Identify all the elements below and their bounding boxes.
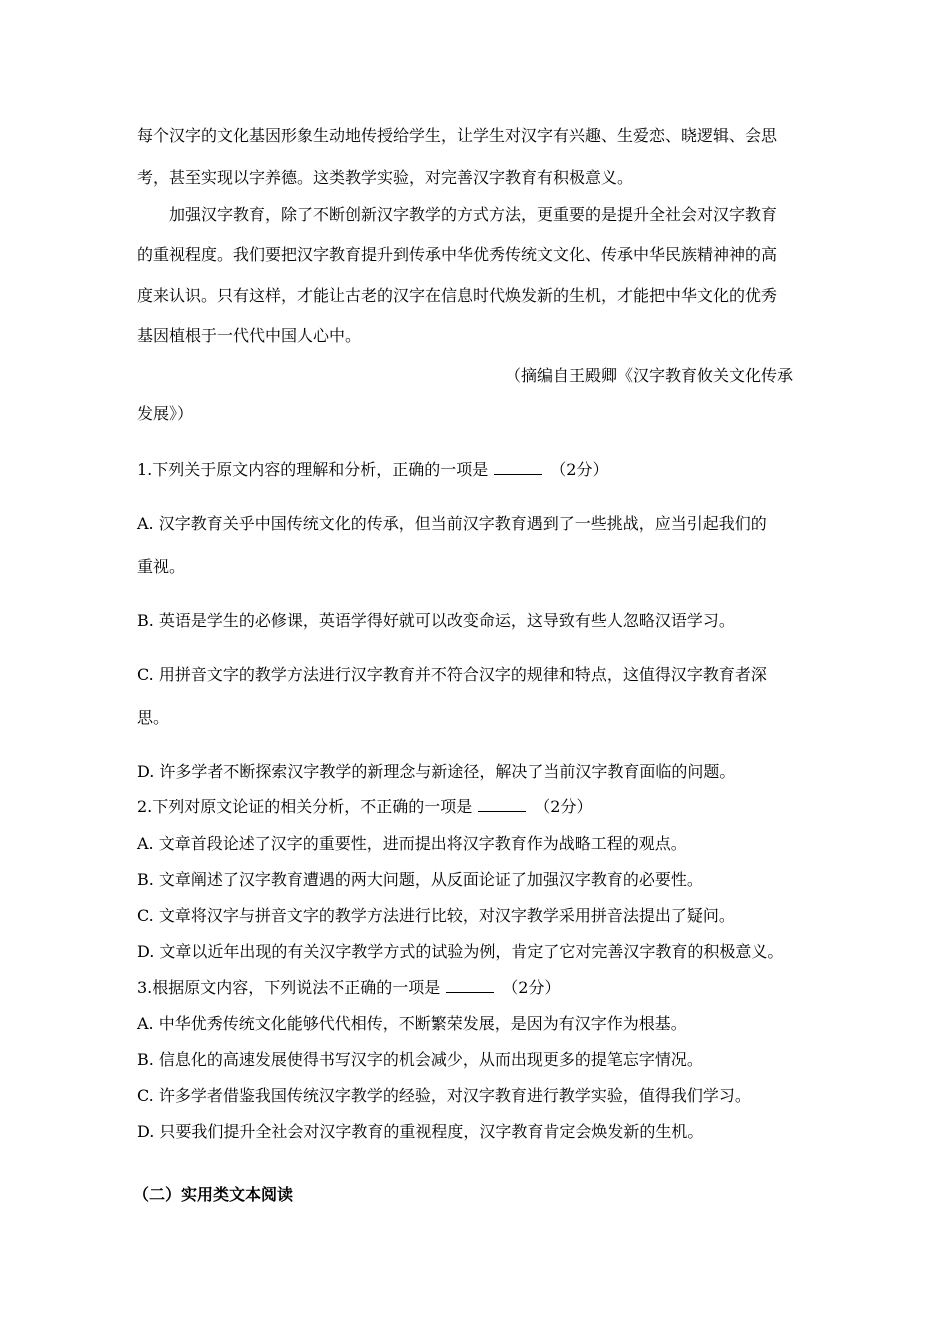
question-1-option-a-line-1: A. 汉字教育关乎中国传统文化的传承，但当前汉字教育遇到了一些挑战，应当引起我们的 (137, 514, 767, 533)
section-heading: （二）实用类文本阅读 (133, 1185, 294, 1204)
question-3-score: （2分） (502, 978, 561, 997)
question-2-option-a: A. 文章首段论述了汉字的重要性，进而提出将汉字教育作为战略工程的观点。 (137, 834, 687, 853)
question-1-score: （2分） (550, 460, 609, 479)
answer-blank[interactable] (446, 978, 494, 993)
question-1-stem (137, 460, 608, 480)
question-1-option-d: D. 许多学者不断探索汉字教学的新理念与新途径，解决了当前汉字教育面临的问题。 (137, 762, 736, 781)
question-1-text: 1.下列关于原文内容的理解和分析，正确的一项是 (137, 460, 489, 479)
question-2-stem (137, 797, 592, 817)
question-1-option-a-line-2: 重视。 (137, 557, 186, 576)
question-2-option-b: B. 文章阐述了汉字教育遭遇的两大问题，从反面论证了加强汉字教育的必要性。 (137, 870, 703, 889)
question-3-stem (137, 978, 560, 998)
question-1-option-b: B. 英语是学生的必修课，英语学得好就可以改变命运，这导致有些人忽略汉语学习。 (137, 611, 735, 630)
question-3-option-a: A. 中华优秀传统文化能够代代相传，不断繁荣发展，是因为有汉字作为根基。 (137, 1014, 687, 1033)
passage-paragraph-1-line-2: 考，甚至实现以字养德。这类教学实验，对完善汉字教育有积极意义。 (137, 168, 634, 187)
question-2-score: （2分） (534, 797, 593, 816)
question-2-option-c: C. 文章将汉字与拼音文字的教学方法进行比较，对汉字教学采用拼音法提出了疑问。 (137, 906, 735, 925)
question-1-option-c-line-1: C. 用拼音文字的教学方法进行汉字教育并不符合汉字的规律和特点，这值得汉字教育者深 (137, 665, 767, 684)
answer-blank[interactable] (494, 460, 542, 475)
question-2-text: 2.下列对原文论证的相关分析，不正确的一项是 (137, 797, 473, 816)
passage-paragraph-2-line-4: 基因植根于一代代中国人心中。 (137, 326, 362, 345)
passage-paragraph-2-line-3: 度来认识。只有这样，才能让古老的汉字在信息时代焕发新的生机，才能把中华文化的优秀 (137, 286, 778, 305)
passage-paragraph-2-line-2: 的重视程度。我们要把汉字教育提升到传承中华优秀传统文文化、传承中华民族精神神的高 (137, 245, 778, 264)
question-3-option-c: C. 许多学者借鉴我国传统汉字教学的经验，对汉字教育进行教学实验，值得我们学习。 (137, 1086, 751, 1105)
question-3-text: 3.根据原文内容，下列说法不正确的一项是 (137, 978, 441, 997)
question-3-option-d: D. 只要我们提升全社会对汉字教育的重视程度，汉字教育肯定会焕发新的生机。 (137, 1122, 704, 1141)
passage-paragraph-2-line-1: 加强汉字教育，除了不断创新汉字教学的方式方法，更重要的是提升全社会对汉字教育 (169, 205, 778, 224)
source-citation-line-1: （摘编自王殿卿《汉字教育攸关文化传承 (505, 366, 794, 385)
question-3-option-b: B. 信息化的高速发展使得书写汉字的机会减少，从而出现更多的提笔忘字情况。 (137, 1050, 703, 1069)
passage-paragraph-1-line-1: 每个汉字的文化基因形象生动地传授给学生，让学生对汉字有兴趣、生爱恋、晓逻辑、会思 (137, 126, 778, 145)
source-citation-line-2: 发展》） (137, 404, 194, 423)
question-2-option-d: D. 文章以近年出现的有关汉字教学方式的试验为例，肯定了它对完善汉字教育的积极意义。 (137, 942, 784, 961)
question-1-option-c-line-2: 思。 (137, 708, 170, 727)
answer-blank[interactable] (478, 797, 526, 812)
